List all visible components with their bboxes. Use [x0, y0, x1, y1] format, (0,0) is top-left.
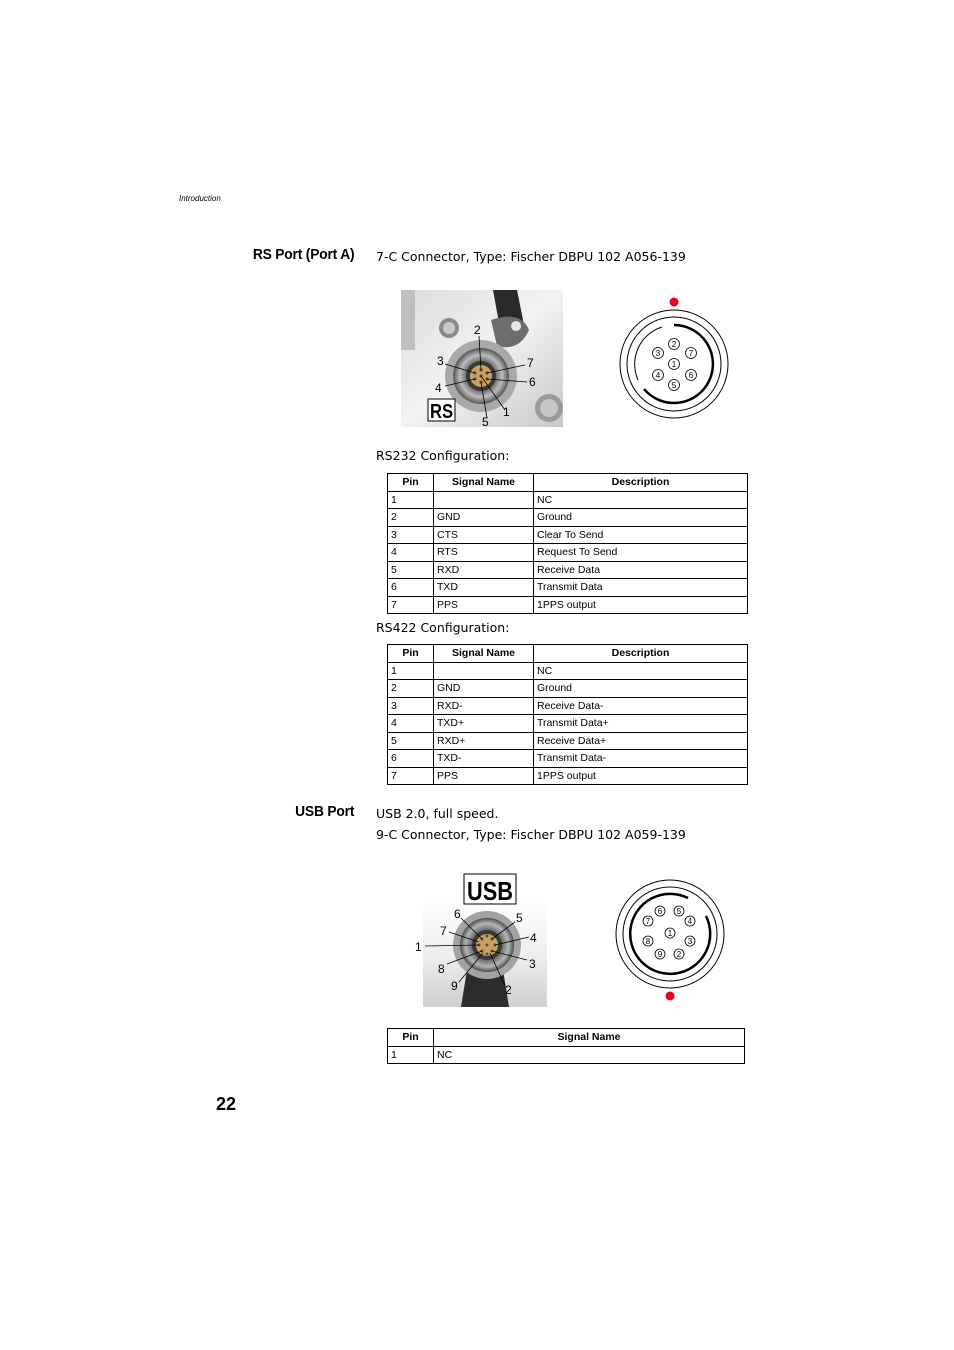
signal-cell	[434, 491, 534, 509]
table-row	[388, 526, 748, 544]
rs-photo-pin-label: 5	[482, 415, 489, 427]
usb-photo-label: USB	[467, 876, 513, 906]
description-cell: Ground	[534, 509, 748, 527]
column-header: Pin	[388, 645, 434, 663]
table-row	[388, 1046, 745, 1064]
column-header: Description	[534, 474, 748, 492]
description-cell: Receive Data+	[534, 732, 748, 750]
signal-cell: TXD+	[434, 715, 534, 733]
usb-diagram-pin-label: 5	[676, 907, 682, 916]
description-cell: NC	[534, 662, 748, 680]
running-head: Introduction	[179, 194, 221, 203]
column-header: Signal Name	[434, 645, 534, 663]
pin-cell: 1	[388, 491, 434, 509]
signal-cell: TXD	[434, 579, 534, 597]
rs-diagram-pin-label: 5	[671, 381, 677, 390]
usb-diagram-pin-label: 3	[687, 937, 693, 946]
usb-photo-pin-label: 4	[530, 931, 537, 945]
table-row	[388, 750, 748, 768]
rs-diagram-pin-label: 6	[688, 371, 694, 380]
table-row	[388, 491, 748, 509]
usb-diagram-pin-label: 9	[657, 950, 663, 959]
pin-cell: 4	[388, 544, 434, 562]
pin-cell: 7	[388, 596, 434, 614]
rs232-caption: RS232 Configuration:	[376, 448, 510, 463]
description-cell: Receive Data	[534, 561, 748, 579]
table-row	[388, 680, 748, 698]
column-header: Pin	[388, 474, 434, 492]
usb-photo-pin-label: 7	[440, 924, 447, 938]
column-header: Pin	[388, 1029, 434, 1047]
usb-photo-pin-label: 1	[415, 940, 422, 954]
signal-cell: CTS	[434, 526, 534, 544]
rs-diagram-pin-label: 3	[655, 349, 661, 358]
rs-port-heading: RS Port (Port A)	[252, 246, 354, 263]
rs-connector-photo	[401, 290, 563, 427]
signal-cell: RXD+	[434, 732, 534, 750]
pin-cell: 5	[388, 732, 434, 750]
rs-photo-pin-label: 4	[435, 381, 442, 395]
signal-cell: PPS	[434, 767, 534, 785]
pin-cell: 4	[388, 715, 434, 733]
column-header: Signal Name	[434, 1029, 745, 1047]
signal-cell: TXD-	[434, 750, 534, 768]
pin-cell: 2	[388, 509, 434, 527]
table-row	[388, 715, 748, 733]
key-dot-icon	[670, 298, 679, 307]
table-row	[388, 697, 748, 715]
rs-diagram-pin-label: 1	[671, 360, 677, 369]
pin-cell: 5	[388, 561, 434, 579]
rs-diagram-pin-label: 2	[671, 340, 677, 349]
signal-cell: GND	[434, 509, 534, 527]
usb-photo-pin-label: 5	[516, 911, 523, 925]
description-cell: Ground	[534, 680, 748, 698]
rs-photo-pin-label: 2	[474, 323, 481, 337]
pin-cell: 2	[388, 680, 434, 698]
rs-photo-pin-label: 1	[503, 405, 510, 419]
rs-connector-type: 7-C Connector, Type: Fischer DBPU 102 A056-139	[376, 249, 686, 264]
usb-pin-diagram	[612, 876, 730, 1006]
usb-diagram-pin-label: 1	[667, 929, 673, 938]
description-cell: Transmit Data+	[534, 715, 748, 733]
usb-connector-photo	[415, 870, 547, 1007]
table-row	[388, 561, 748, 579]
description-cell: Clear To Send	[534, 526, 748, 544]
table-row	[388, 662, 748, 680]
usb-photo-pin-label: 3	[529, 957, 536, 971]
rs-photo-pin-label: 3	[437, 354, 444, 368]
table-row	[388, 596, 748, 614]
rs-photo-pin-label: 6	[529, 375, 536, 389]
rs-diagram-pin-label: 7	[688, 349, 694, 358]
pin-cell: 1	[388, 1046, 434, 1064]
usb-photo-pin-label: 8	[438, 962, 445, 976]
signal-cell: RXD	[434, 561, 534, 579]
pin-cell: 6	[388, 579, 434, 597]
usb-diagram-pin-label: 6	[657, 907, 663, 916]
usb-speed: USB 2.0, full speed.	[376, 806, 499, 821]
description-cell: Request To Send	[534, 544, 748, 562]
description-cell: 1PPS output	[534, 596, 748, 614]
usb-diagram-pin-label: 8	[645, 937, 651, 946]
pin-cell: 6	[388, 750, 434, 768]
signal-cell: GND	[434, 680, 534, 698]
usb-diagram-pin-label: 7	[645, 917, 651, 926]
pin-cell: 3	[388, 526, 434, 544]
usb-photo-pin-label: 2	[505, 983, 512, 997]
rs232-table	[387, 473, 748, 614]
description-cell: Receive Data-	[534, 697, 748, 715]
pin-cell: 7	[388, 767, 434, 785]
table-row	[388, 767, 748, 785]
signal-cell: PPS	[434, 596, 534, 614]
usb-connector-type: 9-C Connector, Type: Fischer DBPU 102 A059-139	[376, 827, 686, 842]
usb-diagram-pin-label: 2	[676, 950, 682, 959]
usb-port-heading: USB Port	[294, 803, 354, 820]
description-cell: NC	[534, 491, 748, 509]
signal-cell: NC	[434, 1046, 745, 1064]
page-number: 22	[216, 1094, 237, 1114]
usb-photo-pin-label: 6	[454, 907, 461, 921]
usb-photo-pin-label: 9	[451, 979, 458, 993]
column-header: Description	[534, 645, 748, 663]
table-row	[388, 579, 748, 597]
usb-diagram-pin-label: 4	[687, 917, 693, 926]
usb-table	[387, 1028, 745, 1064]
table-row	[388, 732, 748, 750]
rs-pin-diagram	[614, 292, 734, 422]
signal-cell: RXD-	[434, 697, 534, 715]
description-cell: 1PPS output	[534, 767, 748, 785]
table-row	[388, 544, 748, 562]
column-header: Signal Name	[434, 474, 534, 492]
key-dot-icon	[666, 992, 675, 1001]
signal-cell	[434, 662, 534, 680]
description-cell: Transmit Data-	[534, 750, 748, 768]
rs-photo-pin-label: 7	[527, 356, 534, 370]
pin-cell: 1	[388, 662, 434, 680]
table-row	[388, 509, 748, 527]
pin-cell: 3	[388, 697, 434, 715]
signal-cell: RTS	[434, 544, 534, 562]
description-cell: Transmit Data	[534, 579, 748, 597]
rs422-caption: RS422 Configuration:	[376, 620, 510, 635]
rs422-table	[387, 644, 748, 785]
rs-photo-label: RS	[430, 401, 453, 423]
rs-diagram-pin-label: 4	[655, 371, 661, 380]
